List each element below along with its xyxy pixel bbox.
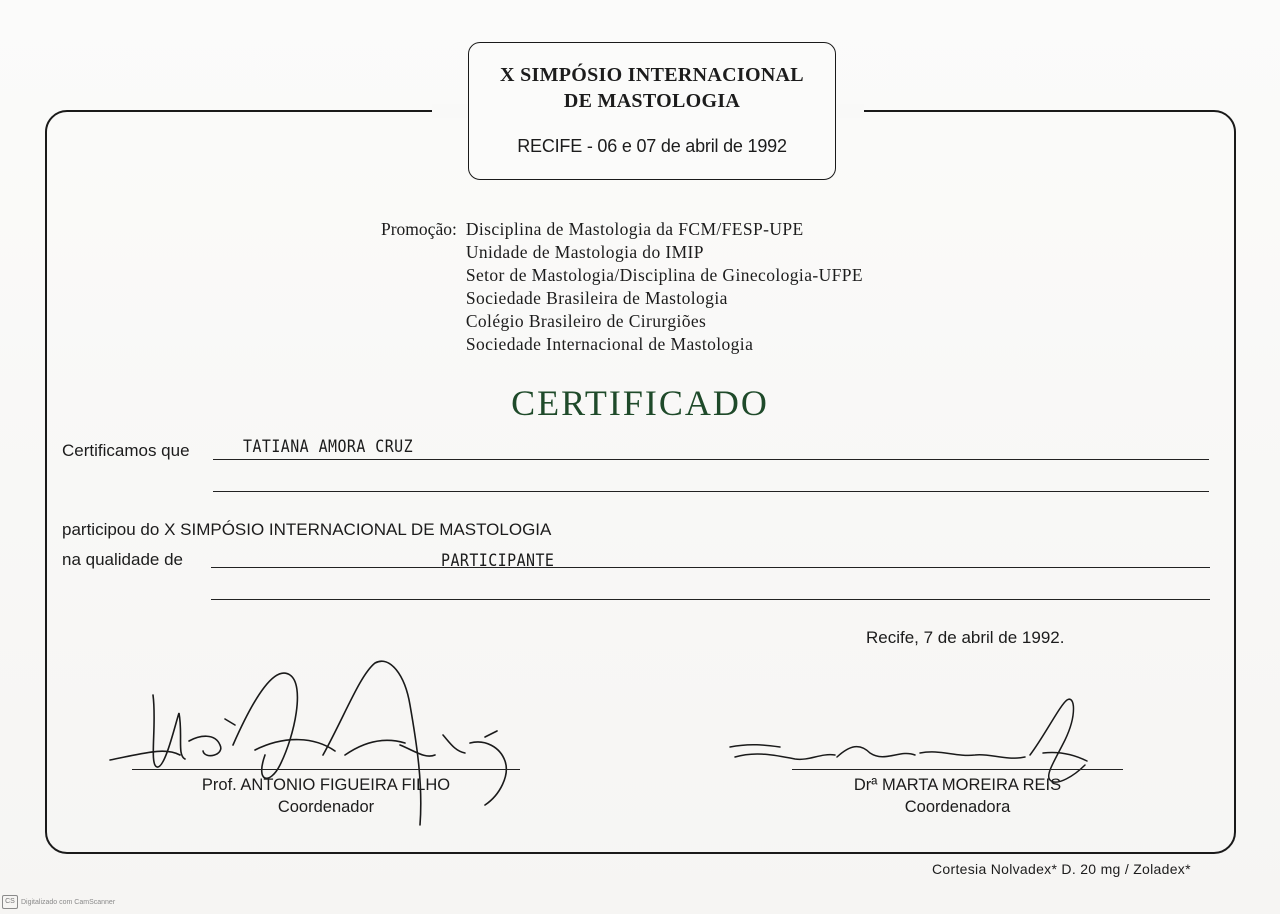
signatory-right-name: Drª MARTA MOREIRA REIS <box>853 776 1062 794</box>
event-title-line2: DE MASTOLOGIA <box>563 90 741 112</box>
signatory-right <box>790 774 1125 818</box>
promotion-item: Setor de Mastologia/Disciplina de Ginecologia-UFPE <box>465 265 863 285</box>
participation-text: participou do X SIMPÓSIO INTERNACIONAL DE MASTOLOGIA <box>62 520 552 539</box>
event-location-date: RECIFE - 06 e 07 de abril de 1992 <box>517 136 787 156</box>
signature-right-line <box>792 769 1123 770</box>
scanner-text: Digitalizado com CamScanner <box>21 898 116 906</box>
scanner-logo-icon: CS <box>2 895 18 909</box>
certificate-title: CERTIFICADO <box>511 383 769 423</box>
certify-label: Certificamos que <box>62 441 190 460</box>
promotion-block <box>381 218 863 356</box>
event-title-line1: X SIMPÓSIO INTERNACIONAL <box>500 64 804 86</box>
signatory-left <box>130 774 522 818</box>
event-title <box>469 62 835 114</box>
signature-left-line <box>132 769 520 770</box>
role-label: na qualidade de <box>62 550 184 569</box>
promotion-item: Disciplina de Mastologia da FCM/FESP-UPE <box>465 219 804 239</box>
promotion-label: Promoção: <box>381 219 457 239</box>
promotion-item: Unidade de Mastologia do IMIP <box>465 242 704 262</box>
promotion-list <box>466 218 863 356</box>
scanner-watermark <box>2 895 115 909</box>
role-underline <box>211 567 1210 568</box>
signatory-left-name: Prof. ANTONIO FIGUEIRA FILHO <box>201 776 451 794</box>
signatory-right-role: Coordenadora <box>904 798 1011 816</box>
promotion-item: Sociedade Brasileira de Mastologia <box>465 288 728 308</box>
role-second-underline <box>211 599 1210 600</box>
recipient-second-underline <box>213 491 1209 492</box>
signatory-left-role: Coordenador <box>277 798 375 816</box>
role-value: PARTICIPANTE <box>441 551 555 571</box>
event-header-box <box>468 42 836 180</box>
recipient-name: TATIANA AMORA CRUZ <box>243 437 414 457</box>
promotion-item: Sociedade Internacional de Mastologia <box>465 334 754 354</box>
certificate-date: Recife, 7 de abril de 1992. <box>866 628 1065 647</box>
courtesy-footer: Cortesia Nolvadex* D. 20 mg / Zoladex* <box>932 861 1191 877</box>
recipient-underline <box>213 459 1209 460</box>
promotion-item: Colégio Brasileiro de Cirurgiões <box>465 311 707 331</box>
